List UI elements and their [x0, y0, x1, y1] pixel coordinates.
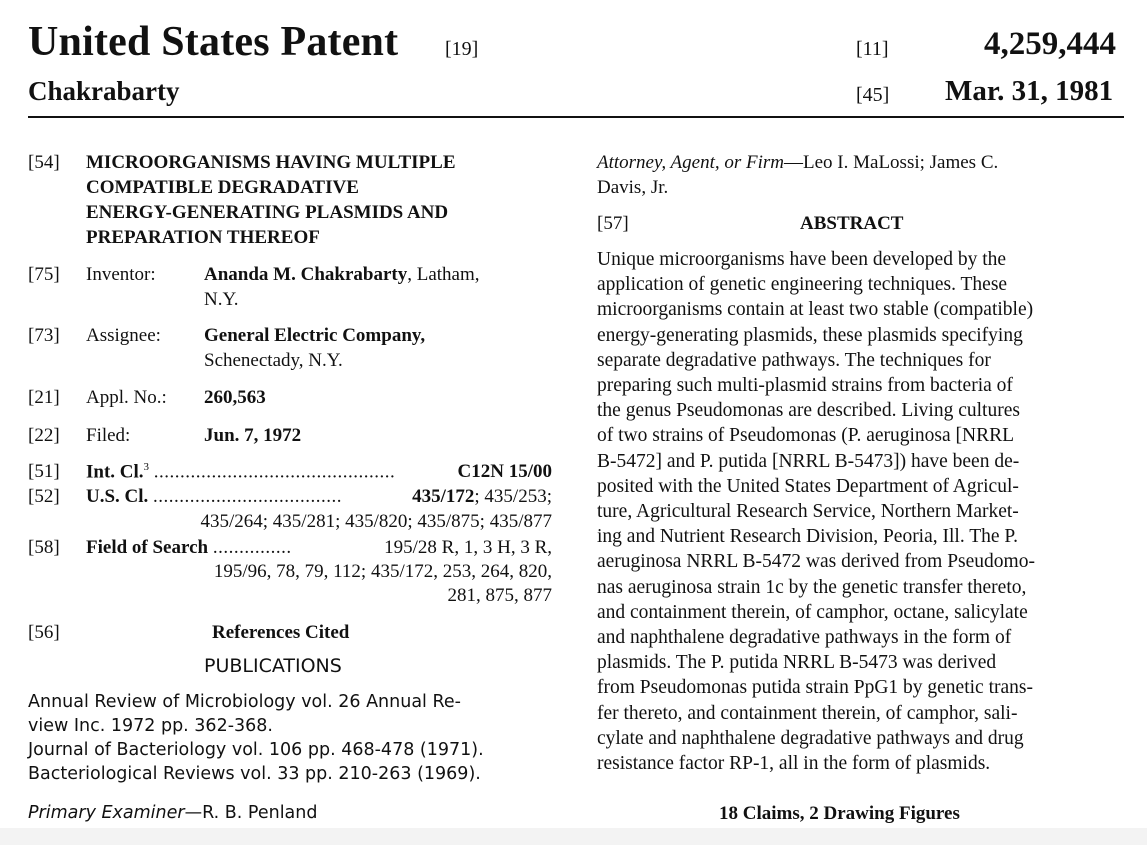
abstract-line: and containment therein, of camphor, octane, salicylate	[597, 601, 1028, 623]
abstract-heading: ABSTRACT	[800, 213, 904, 234]
inventor-location: , Latham,	[407, 264, 480, 285]
inventor-surname: Chakrabarty	[28, 76, 180, 106]
uscl-leader-dots: ....................................	[153, 486, 343, 507]
fos-label: Field of Search	[86, 537, 209, 558]
abstract-line: cylate and naphthalene degradative pathways and drug	[597, 727, 1024, 749]
abstract-line: plasmids. The P. putida NRRL B-5473 was derived	[597, 652, 997, 674]
refs-heading: References Cited	[212, 622, 350, 643]
assignee-code: [73]	[28, 325, 60, 346]
abstract-line: and naphthalene degradative pathways in the form of	[597, 627, 1012, 648]
fos-line	[86, 537, 552, 559]
attorney-dash: —	[784, 152, 803, 173]
publication-line-2: view Inc. 1972 pp. 362-368.	[28, 716, 273, 736]
invention-title-line-2: COMPATIBLE DEGRADATIVE	[86, 177, 359, 198]
abstract-line: separate degradative pathways. The techniques for	[597, 349, 991, 371]
publication-line-4: Bacteriological Reviews vol. 33 pp. 210-263 (1969).	[28, 764, 481, 784]
examiner-name: R. B. Penland	[202, 803, 318, 823]
abstract-line: ing and Nutrient Research Division, Peoria, Ill. The P.	[597, 526, 1018, 548]
assignee-label: Assignee:	[86, 325, 161, 346]
abstract-line: of two strains of Pseudomonas (P. aeruginosa [NRRL	[597, 425, 1015, 447]
abstract-line: microorganisms contain at least two stable (compatible)	[597, 299, 1034, 321]
invention-title-line-4: PREPARATION THEREOF	[86, 227, 320, 248]
inventor-name: Ananda M. Chakrabarty	[204, 264, 408, 285]
publication-line-1: Annual Review of Microbiology vol. 26 Annual Re-	[28, 692, 461, 712]
attorney-names: Leo I. MaLossi; James C.	[803, 152, 999, 173]
abstract-line: application of genetic engineering techniques. These	[597, 274, 1008, 296]
fos-line-2: 195/96, 78, 79, 112; 435/172, 253, 264, 820,	[213, 561, 552, 582]
abstract-line: nas aeruginosa strain 1c by the genetic transfer thereto,	[597, 576, 1027, 598]
fos-leader-dots: ...............	[212, 537, 292, 558]
uscl-line-2: 435/264; 435/281; 435/820; 435/875; 435/877	[200, 511, 552, 532]
assignee-name: General Electric Company,	[204, 325, 426, 346]
inventor-state: N.Y.	[204, 289, 239, 310]
filed-label: Filed:	[86, 425, 131, 446]
uscl-primary: 435/172	[412, 486, 475, 507]
abstract-line: posited with the United States Department of Agricul-	[597, 475, 1019, 497]
inventor-code: [75]	[28, 264, 60, 285]
abstract-line: preparing such multi-plasmid strains from bacteria of	[597, 375, 1013, 396]
filed-date: Jun. 7, 1972	[204, 425, 302, 446]
patent-number-code: [11]	[856, 38, 889, 60]
attorney-label: Attorney, Agent, or Firm	[597, 152, 784, 173]
abstract-code: [57]	[597, 213, 629, 234]
title-field-code: [54]	[28, 152, 60, 173]
abstract-line: resistance factor RP-1, all in the form of plasmids.	[597, 753, 991, 774]
fos-line-3: 281, 875, 877	[447, 585, 552, 606]
examiner-label: Primary Examiner	[28, 803, 185, 823]
abstract-line: from Pseudomonas putida strain PpG1 by genetic trans-	[597, 677, 1033, 699]
abstract-line: the genus Pseudomonas are described. Living cultures	[597, 400, 1020, 422]
abstract-line: aeruginosa NRRL B-5472 was derived from Pseudomo-	[597, 551, 1035, 573]
attorney-line-2: Davis, Jr.	[597, 177, 669, 198]
intcl-label: Int. Cl.	[86, 461, 144, 483]
inventor-value	[204, 264, 480, 286]
invention-title-line-1: MICROORGANISMS HAVING MULTIPLE	[86, 152, 456, 173]
title-code: [19]	[445, 38, 479, 60]
publications-heading: PUBLICATIONS	[204, 655, 342, 677]
primary-examiner	[28, 803, 317, 823]
fos-code: [58]	[28, 537, 60, 558]
page-bottom-edge	[0, 828, 1147, 845]
uscl-label: U.S. Cl.	[86, 486, 149, 507]
intcl-leader-dots: ..............................................	[153, 461, 396, 483]
filed-code: [22]	[28, 425, 60, 446]
intcl-code: [51]	[28, 461, 60, 482]
intcl-superscript: 3	[143, 461, 150, 473]
publication-line-3: Journal of Bacteriology vol. 106 pp. 468-478 (1971).	[28, 740, 484, 760]
intcl-value: C12N 15/00	[457, 461, 552, 482]
refs-code: [56]	[28, 622, 60, 643]
intcl-line	[86, 461, 552, 483]
abstract-line: ture, Agricultural Research Service, Northern Market-	[597, 501, 1019, 522]
date-code: [45]	[856, 84, 890, 106]
abstract-line: B-5472] and P. putida [NRRL B-5473]) have been de-	[597, 450, 1020, 472]
abstract-line: Unique microorganisms have been developed by the	[597, 249, 1007, 270]
appl-number: 260,563	[204, 387, 266, 408]
patent-title: United States Patent	[28, 19, 399, 65]
patent-number: 4,259,444	[984, 26, 1116, 62]
uscl-secondary: ; 435/253;	[474, 486, 552, 507]
assignee-location: Schenectady, N.Y.	[204, 350, 343, 371]
header-rule	[28, 116, 1124, 118]
appl-label: Appl. No.:	[86, 387, 167, 408]
invention-title-line-3: ENERGY-GENERATING PLASMIDS AND	[86, 202, 449, 223]
attorney-line-1	[597, 152, 998, 174]
fos-line-1: 195/28 R, 1, 3 H, 3 R,	[384, 537, 552, 558]
appl-code: [21]	[28, 387, 60, 408]
patent-date: Mar. 31, 1981	[945, 75, 1114, 107]
uscl-code: [52]	[28, 486, 60, 507]
abstract-line: fer thereto, and containment therein, of camphor, sali-	[597, 702, 1018, 724]
examiner-dash: —	[184, 803, 203, 823]
uscl-line	[86, 486, 552, 508]
inventor-label: Inventor:	[86, 264, 156, 285]
abstract-line: energy-generating plasmids, these plasmids specifying	[597, 324, 1023, 346]
claims-summary: 18 Claims, 2 Drawing Figures	[719, 803, 960, 824]
